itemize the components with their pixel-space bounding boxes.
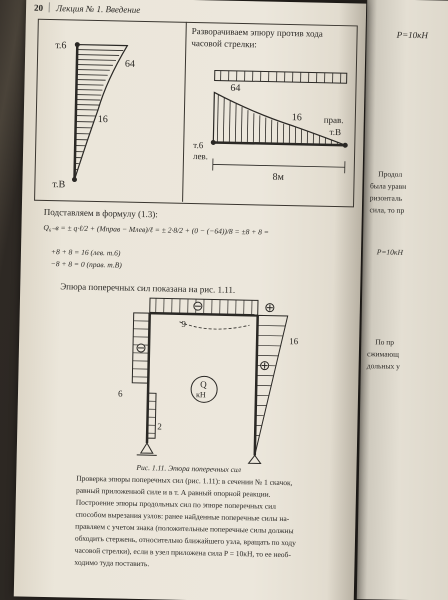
right-page-text: была уравн	[369, 181, 407, 191]
label-point-6: т.6	[193, 140, 204, 151]
value-16: 16	[291, 112, 302, 124]
page-number: 20	[33, 2, 44, 13]
label-top-point: т.6	[55, 40, 67, 52]
right-page-text: ризонталь	[369, 193, 403, 203]
figure-caption: Рис. 1.11. Эпюра поперечных сил	[136, 462, 242, 475]
unit-Q: Q	[200, 379, 207, 390]
span-length: 8м	[272, 171, 285, 183]
label-bottom-point: т.В	[52, 179, 66, 191]
value-6: 6	[117, 388, 123, 399]
formula-intro: Подставляем в формулу (1.3):	[43, 206, 158, 220]
left-moment-diagram	[34, 19, 188, 202]
footer-line: способом вырезания узлов: ранее найденные поперечные силы на-	[75, 509, 290, 524]
footer-line: Проверка эпюры поперечных сил (рис. 1.11): в сечении № 1 скачок,	[76, 473, 293, 488]
value-9: 9	[181, 318, 187, 329]
right-page-text: Продол	[378, 169, 403, 179]
value-64: 64	[230, 82, 241, 95]
formula-case-1: +8 + 8 = 16 (лев. т.6)	[50, 247, 121, 258]
right-page-force-label: P=10кН	[376, 247, 403, 257]
footer-line: часовой стрелки), если в узел приложена сила P = 10кН, то ее необ-	[74, 545, 292, 560]
label-prav: прав.	[323, 114, 344, 126]
right-page-text: сжимающ	[366, 349, 400, 359]
left-page	[14, 0, 366, 600]
frame-shear-diagram	[117, 293, 321, 467]
footer-line: правляем с учетом знака (положительные поперечные силы должны	[75, 521, 294, 536]
label-lev: лев.	[192, 151, 209, 162]
right-page-text: По пр	[375, 337, 395, 347]
value-16: 16	[97, 114, 108, 126]
value-64: 64	[124, 58, 136, 70]
unit-kN: кН	[195, 390, 206, 400]
header-separator: |	[47, 0, 51, 14]
right-page	[357, 0, 448, 600]
right-page-text: дольных у	[366, 361, 400, 371]
right-moment-diagram	[182, 52, 355, 206]
formula-case-2: −8 + 8 = 0 (прав. т.В)	[50, 259, 122, 270]
footer-line: равный приложенной силе и в т. А равный опорной реакции.	[75, 485, 271, 499]
footer-line: обходить стержень, относительно ближайшего узла, вращать по ходу	[74, 533, 297, 548]
value-2: 2	[157, 421, 162, 432]
right-page-force-label: P=10кН	[396, 29, 428, 41]
formula-main: Q₆₋в = ± q·ℓ/2 + (Mправ − Mлев)/ℓ = ± 2·8/2 + (0 − (−64))/8 = ±8 + 8 =	[43, 222, 269, 237]
lecture-title: Лекция № 1. Введение	[55, 3, 141, 15]
label-point-B: т.В	[329, 126, 342, 138]
caption-line-1: Разворачиваем эпюру против хода	[191, 25, 323, 39]
epure-reference-text: Эпюра поперечных сил показана на рис. 1.11.	[60, 281, 236, 295]
right-page-text: сила, то пр	[369, 205, 405, 215]
caption-line-2: часовой стрелки:	[191, 37, 257, 50]
footer-line: Построение эпюры продольных сил по эпюре поперечных сил	[75, 497, 277, 511]
value-16: 16	[289, 336, 299, 347]
footer-line: ходимо туда поставить.	[74, 557, 150, 569]
